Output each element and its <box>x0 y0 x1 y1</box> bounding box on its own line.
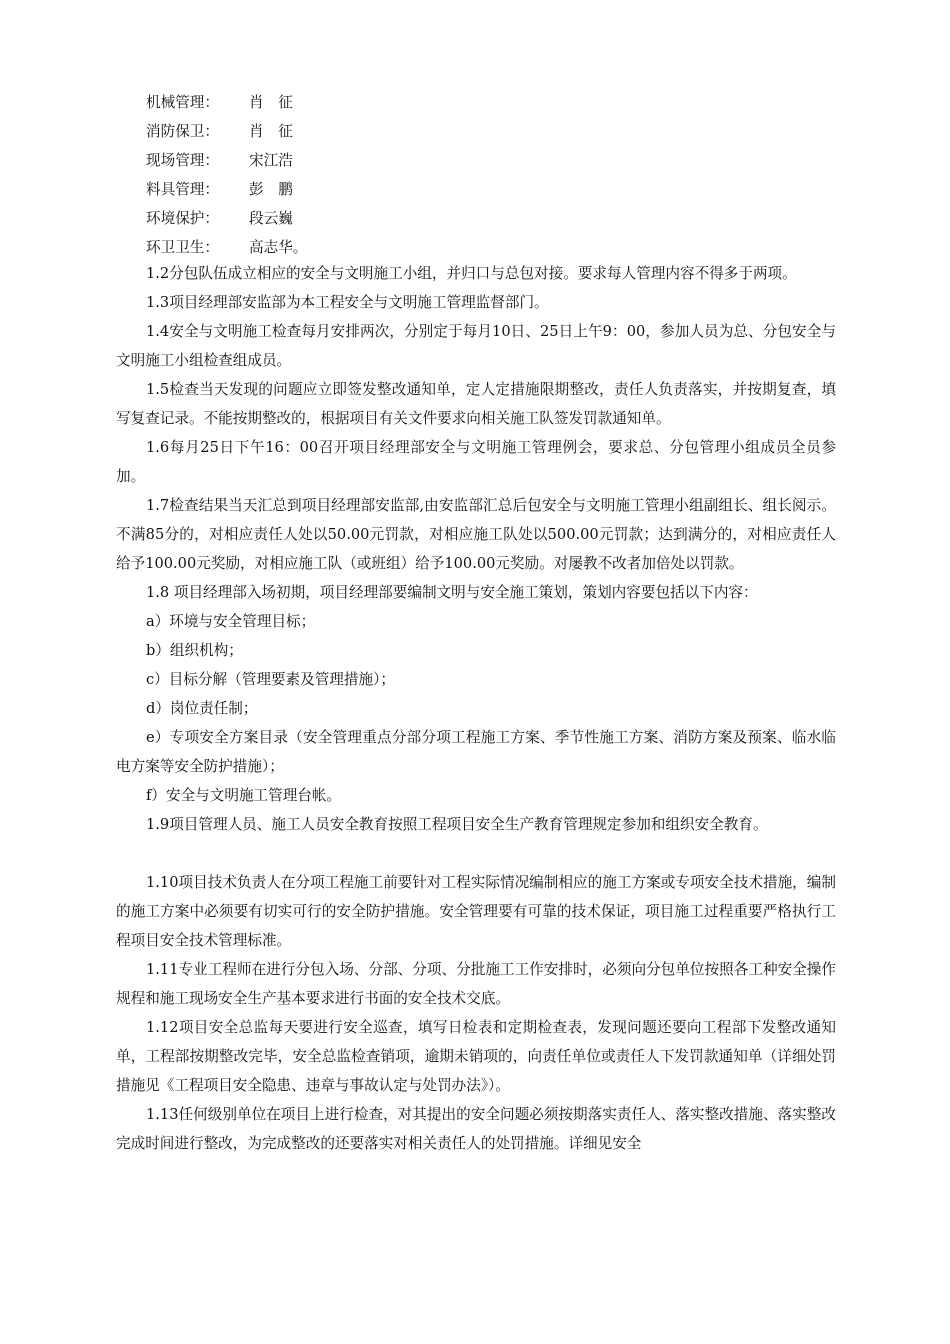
list-item-f: f）安全与文明施工管理台帐。 <box>146 787 342 804</box>
role-row <box>146 146 307 175</box>
role-row <box>146 117 307 146</box>
role-assignment-list <box>146 88 307 262</box>
role-title: 消防保卫： <box>146 123 219 140</box>
role-title: 环卫卫生： <box>146 239 219 256</box>
role-row <box>146 233 307 262</box>
role-title: 环境保护： <box>146 210 219 227</box>
paragraph-1-4: 1.4安全与文明施工检查每月安排两次，分别定于每月10日、25日上午9：00，参加人员为总、分包安全与文明施工小组检查组成员。 <box>116 323 836 369</box>
paragraph-1-11: 1.11专业工程师在进行分包入场、分部、分项、分批施工工作安排时，必须向分包单位按照各工种安全操作规程和施工现场安全生产基本要求进行书面的安全技术交底。 <box>116 961 836 1007</box>
role-person: 肖 征 <box>249 123 293 140</box>
role-title: 现场管理： <box>146 152 219 169</box>
list-item-b: b）组织机构； <box>146 642 243 659</box>
role-person: 高志华。 <box>249 239 308 256</box>
paragraph-1-5: 1.5检查当天发现的问题应立即签发整改通知单，定人定措施限期整改，责任人负责落实，并按期复查，填写复查记录。不能按期整改的，根据项目有关文件要求向相关施工队签发罚款通知单。 <box>116 381 836 427</box>
role-row <box>146 88 307 117</box>
role-person: 段云巍 <box>249 210 293 227</box>
list-item-c: c）目标分解（管理要素及管理措施）； <box>146 671 395 688</box>
paragraph-1-6: 1.6每月25日下午16：00召开项目经理部安全与文明施工管理例会，要求总、分包管理小组成员全员参加。 <box>116 439 836 485</box>
paragraph-1-2: 1.2分包队伍成立相应的安全与文明施工小组，并归口与总包对接。要求每人管理内容不得多于两项。 <box>146 265 797 282</box>
role-title: 料具管理： <box>146 181 219 198</box>
document-body <box>116 259 836 1158</box>
role-person: 彭 鹏 <box>249 181 293 198</box>
paragraph-1-9: 1.9项目管理人员、施工人员安全教育按照工程项目安全生产教育管理规定参加和组织安全教育。 <box>146 816 768 833</box>
paragraph-1-7: 1.7检查结果当天汇总到项目经理部安监部,由安监部汇总后包安全与文明施工管理小组副组长、组长阅示。不满85分的，对相应责任人处以50.00元罚款，对相应施工队处以500.00元罚款；达到满分的，对相应责任人给予100.00元奖励，对相应施工队（或班组）给予100.00元奖励。对屡教不改者加倍处以罚款。 <box>116 497 836 572</box>
role-person: 宋江浩 <box>249 152 293 169</box>
paragraph-1-8: 1.8 项目经理部入场初期，项目经理部要编制文明与安全施工策划，策划内容要包括以下内容： <box>146 584 758 601</box>
paragraph-1-10: 1.10项目技术负责人在分项工程施工前要针对工程实际情况编制相应的施工方案或专项安全技术措施，编制的施工方案中必须要有切实可行的安全防护措施。安全管理要有可靠的技术保证，项目施工过程重要严格执行工程项目安全技术管理标准。 <box>116 874 836 949</box>
role-row <box>146 204 307 233</box>
paragraph-1-12: 1.12项目安全总监每天要进行安全巡查，填写日检表和定期检查表，发现问题还要向工程部下发整改通知单，工程部按期整改完毕，安全总监检查销项，逾期未销项的，向责任单位或责任人下发罚款通知单（详细处罚措施见《工程项目安全隐患、违章与事故认定与处罚办法》）。 <box>116 1019 836 1094</box>
role-person: 肖 征 <box>249 94 293 111</box>
paragraph-1-3: 1.3项目经理部安监部为本工程安全与文明施工管理监督部门。 <box>146 294 549 311</box>
role-row <box>146 175 307 204</box>
paragraph-1-13: 1.13任何级别单位在项目上进行检查，对其提出的安全问题必须按期落实责任人、落实整改措施、落实整改完成时间进行整改，为完成整改的还要落实对相关责任人的处罚措施。详细见安全 <box>116 1106 836 1152</box>
role-title: 机械管理： <box>146 94 219 111</box>
list-item-a: a）环境与安全管理目标； <box>146 613 316 630</box>
list-item-d: d）岗位责任制； <box>146 700 258 717</box>
list-item-e: e）专项安全方案目录（安全管理重点分部分项工程施工方案、季节性施工方案、消防方案及预案、临水临电方案等安全防护措施）； <box>116 729 836 775</box>
blank-line <box>116 839 836 868</box>
